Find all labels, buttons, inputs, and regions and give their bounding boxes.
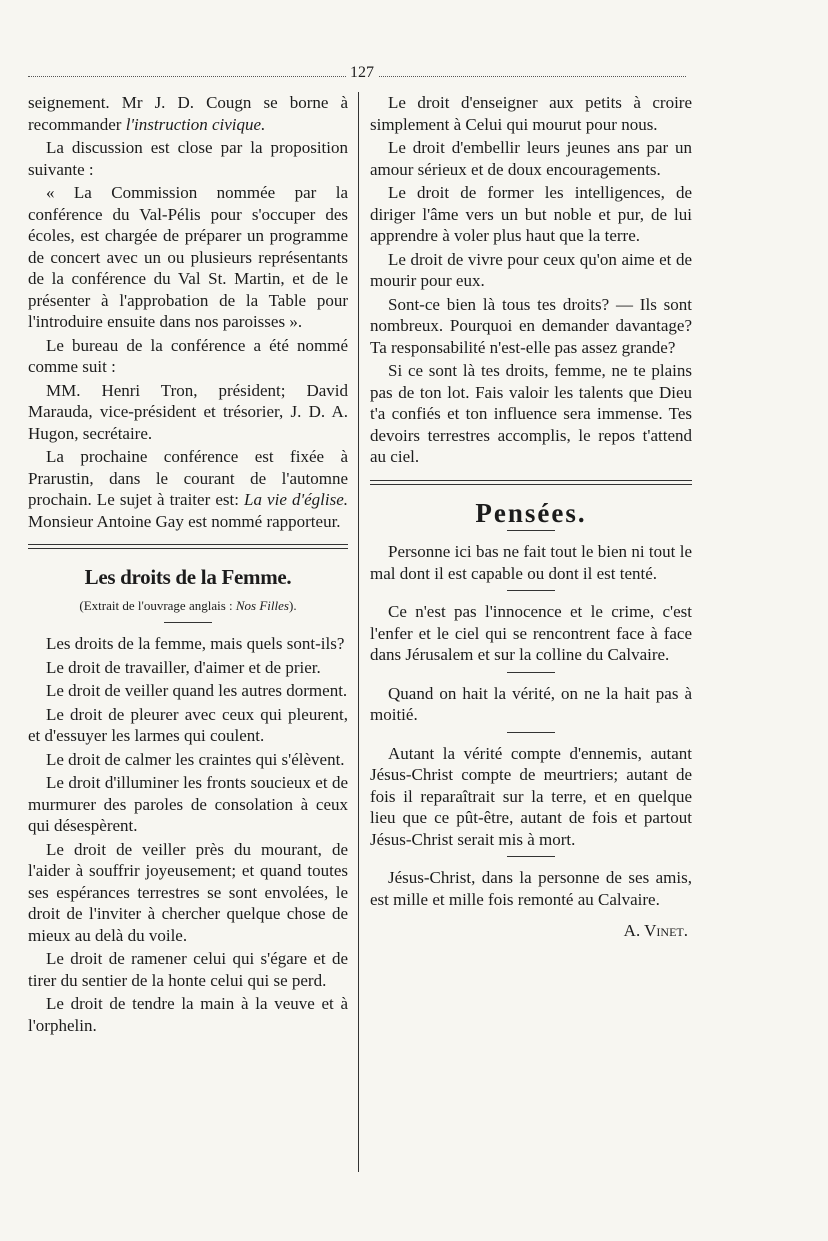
thought-paragraph: Quand on hait la vérité, on ne la hait pas à moitié.	[370, 683, 692, 724]
double-rule	[370, 480, 692, 485]
paragraph: MM. Henri Tron, président; David Marauda, vice-président et trésorier, J. D. A. Hugon, secrétaire.	[28, 380, 348, 443]
thought-paragraph: Ce n'est pas l'innocence et le crime, c'est l'enfer et le ciel qui se rencontrent face à face dans Jérusalem et sur la colline du Calvaire.	[370, 602, 692, 664]
thought-paragraph: Jésus-Christ, dans la personne de ses amis, est mille et mille fois remonté au Calvaire.	[370, 868, 692, 909]
short-rule	[507, 732, 555, 733]
thought-paragraph: Autant la vérité compte d'ennemis, autant Jésus-Christ compte de meurtriers; autant de fois il reparaîtrait sur la terre, et en quelque lieu que ce pût-être, autant de fois et partout Jésus-Christ serait mis à mort.	[370, 743, 692, 849]
page-header	[28, 64, 686, 88]
paragraph: seignement. Mr J. D. Cougn se borne à recommander l'instruction civique.	[28, 93, 348, 134]
paragraph: Le droit de calmer les craintes qui s'élèvent.	[46, 749, 345, 769]
paragraph: Le bureau de la conférence a été nommé comme suit :	[28, 335, 348, 376]
paragraph: Le droit de vivre pour ceux qu'on aime et de mourir pour eux.	[370, 249, 692, 290]
paragraph: Le droit de pleurer avec ceux qui pleurent, et d'essuyer les larmes qui coulent.	[28, 704, 348, 745]
paragraph: Le droit de veiller près du mourant, de l'aider à souffrir joyeusement; et quand toutes ses espérances terrestres se sont envolées, le droit de l'inviter à chercher quelque chose de mieux au delà du voile.	[28, 839, 348, 945]
short-rule	[507, 856, 555, 857]
short-rule	[164, 622, 212, 623]
short-rule	[507, 590, 555, 591]
double-rule	[28, 544, 348, 549]
paragraph: Le droit d'illuminer les fronts soucieux et de murmurer des paroles de consolation à ceux qui désespèrent.	[28, 773, 348, 835]
article-title: Les droits de la Femme.	[84, 565, 292, 589]
short-rule	[507, 672, 555, 673]
paragraph: « La Commission nommée par la conférence du Val-Pélis pour s'occuper des écoles, est chargée de préparer un programme de concert avec un ou plusieurs représentants de la conférence du Val St. Martin, et de le présenter à l'approbation de la Table pour l'introduire ensuite dans nos paroisses ».	[28, 183, 348, 331]
paragraph: Le droit de tendre la main à la veuve et à l'orphelin.	[28, 994, 348, 1035]
author-signature: A. Vinet.	[623, 921, 688, 940]
left-column	[28, 92, 348, 1038]
paragraph: Si ce sont là tes droits, femme, ne te plains pas de ton lot. Fais valoir les talents que Dieu t'a confiés et ton influence sera immense. Tes devoirs terrestres accomplis, le repos t'attend au ciel.	[370, 361, 692, 466]
paragraph: Le droit de travailler, d'aimer et de prier.	[46, 657, 321, 677]
page-number: 127	[346, 64, 378, 82]
section-title: Pensées.	[475, 497, 587, 528]
paragraph: Le droit de veiller quand les autres dorment.	[46, 681, 348, 700]
paragraph: Sont-ce bien là tous tes droits? — Ils sont nombreux. Pourquoi en demander davantage? Ta responsabilité n'est-elle pas assez grande?	[370, 294, 692, 357]
article-subtitle: (Extrait de l'ouvrage anglais : Nos Filles).	[79, 597, 297, 613]
short-rule	[507, 530, 555, 531]
paragraph: Le droit d'enseigner aux petits à croire simplement à Celui qui mourut pour nous.	[370, 93, 692, 134]
paragraph: La prochaine conférence est fixée à Prarustin, dans le courant de l'automne prochain. Le sujet à traiter est: La vie d'église. Monsieur Antoine Gay est nommé rapporteur.	[28, 447, 348, 531]
paragraph: Les droits de la femme, mais quels sont-ils?	[46, 634, 345, 653]
right-column	[370, 92, 692, 944]
column-divider	[358, 92, 359, 1172]
paragraph: La discussion est close par la proposition suivante :	[28, 138, 348, 179]
paragraph: Le droit de ramener celui qui s'égare et de tirer du sentier de la honte celui qui se perd.	[28, 949, 348, 990]
paragraph: Le droit d'embellir leurs jeunes ans par un amour sérieux et de doux encouragements.	[370, 138, 692, 179]
thought-paragraph: Personne ici bas ne fait tout le bien ni tout le mal dont il est capable ou dont il est tenté.	[370, 542, 692, 583]
paragraph: Le droit de former les intelligences, de diriger l'âme vers un but noble et pur, de lui apprendre à voler plus haut que la terre.	[370, 183, 692, 245]
